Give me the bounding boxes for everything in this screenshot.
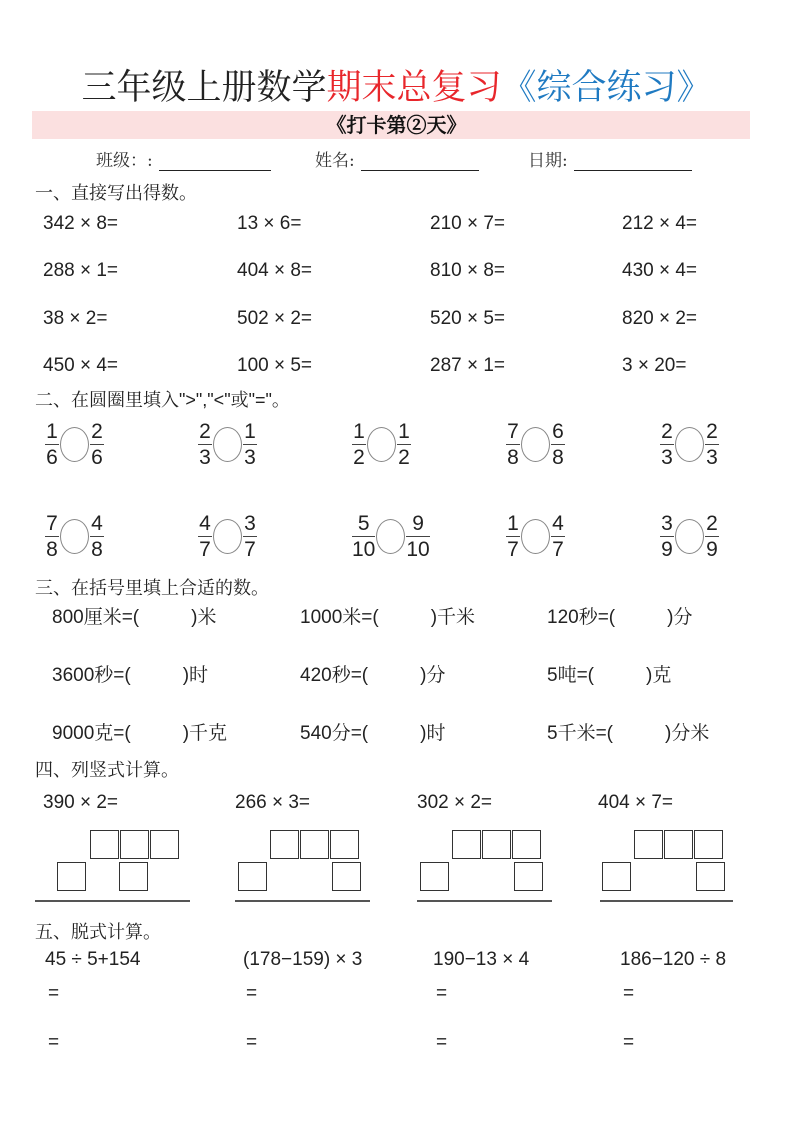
conversion-right: )时 bbox=[182, 665, 209, 686]
denominator: 7 bbox=[199, 538, 211, 561]
digit-box[interactable] bbox=[664, 830, 693, 859]
fraction bbox=[243, 420, 257, 469]
conversion-left: 5千米=( bbox=[547, 723, 613, 744]
fraction bbox=[45, 420, 59, 469]
fraction bbox=[551, 512, 565, 561]
digit-box[interactable] bbox=[696, 862, 725, 891]
unit-conversion bbox=[52, 606, 216, 630]
unit-conversion bbox=[52, 664, 208, 688]
answer-line bbox=[417, 900, 552, 902]
arithmetic-problem: 212 × 4= bbox=[622, 213, 698, 234]
denominator: 3 bbox=[661, 446, 673, 469]
numerator: 4 bbox=[91, 512, 103, 535]
name-field bbox=[315, 146, 479, 171]
numerator: 1 bbox=[507, 512, 519, 535]
denominator: 3 bbox=[199, 446, 211, 469]
fraction-bar bbox=[506, 444, 520, 445]
digit-box[interactable] bbox=[452, 830, 481, 859]
fraction-comparison bbox=[660, 420, 719, 469]
digit-box[interactable] bbox=[512, 830, 541, 859]
denominator: 7 bbox=[507, 538, 519, 561]
conversion-left: 800厘米=( bbox=[52, 607, 140, 628]
equals-step[interactable]: = bbox=[623, 983, 635, 1004]
date-label: 日期: bbox=[528, 151, 568, 171]
conversion-left: 120秒=( bbox=[547, 607, 616, 628]
arithmetic-problem: 520 × 5= bbox=[430, 308, 506, 329]
section-heading: 二、在圆圈里填入">","<"或"="。 bbox=[35, 390, 290, 410]
conversion-right: )克 bbox=[646, 665, 672, 686]
arithmetic-problem: 38 × 2= bbox=[43, 308, 108, 329]
fraction bbox=[90, 512, 104, 561]
conversion-left: 1000米=( bbox=[300, 607, 379, 628]
title-part2: 期末总复习 bbox=[326, 68, 502, 108]
conversion-right: )时 bbox=[420, 723, 446, 744]
arithmetic-problem: 287 × 1= bbox=[430, 355, 506, 376]
fraction bbox=[705, 512, 719, 561]
numerator: 1 bbox=[244, 420, 256, 443]
digit-box[interactable] bbox=[332, 862, 361, 891]
digit-box[interactable] bbox=[634, 830, 663, 859]
subtitle: 《打卡第②天》 bbox=[326, 113, 467, 137]
fraction-bar bbox=[705, 444, 719, 445]
date-blank[interactable] bbox=[574, 150, 692, 171]
numerator: 2 bbox=[91, 420, 103, 443]
fraction bbox=[506, 420, 520, 469]
digit-box[interactable] bbox=[694, 830, 723, 859]
comparison-circle[interactable] bbox=[60, 519, 89, 554]
class-blank[interactable] bbox=[159, 150, 271, 171]
denominator: 3 bbox=[244, 446, 256, 469]
denominator: 2 bbox=[398, 446, 410, 469]
arithmetic-problem: 342 × 8= bbox=[43, 213, 119, 234]
digit-box[interactable] bbox=[119, 862, 148, 891]
conversion-left: 3600秒=( bbox=[52, 665, 131, 686]
fraction bbox=[90, 420, 104, 469]
fraction-bar bbox=[243, 444, 257, 445]
unit-conversion bbox=[547, 722, 709, 746]
digit-box[interactable] bbox=[238, 862, 267, 891]
arithmetic-problem: 810 × 8= bbox=[430, 260, 506, 281]
numerator: 1 bbox=[46, 420, 58, 443]
equals-step[interactable]: = bbox=[436, 1032, 448, 1053]
fraction-comparison bbox=[45, 512, 104, 561]
numerator: 7 bbox=[46, 512, 58, 535]
numerator: 6 bbox=[552, 420, 564, 443]
numerator: 3 bbox=[661, 512, 673, 535]
denominator: 10 bbox=[352, 538, 376, 561]
conversion-left: 5吨=( bbox=[547, 665, 594, 686]
comparison-circle[interactable] bbox=[60, 427, 89, 462]
conversion-right: )分 bbox=[667, 607, 693, 628]
denominator: 10 bbox=[406, 538, 430, 561]
fraction-bar bbox=[352, 536, 375, 537]
fraction-bar bbox=[506, 536, 520, 537]
numerator: 2 bbox=[199, 420, 211, 443]
fraction-comparison bbox=[660, 512, 719, 561]
equals-step[interactable]: = bbox=[436, 983, 448, 1004]
fraction-comparison bbox=[45, 420, 104, 469]
unit-conversion bbox=[300, 722, 445, 746]
arithmetic-problem: 820 × 2= bbox=[622, 308, 698, 329]
arithmetic-problem: 450 × 4= bbox=[43, 355, 119, 376]
section-heading: 一、直接写出得数。 bbox=[35, 183, 197, 203]
fraction-bar bbox=[198, 444, 212, 445]
numerator: 1 bbox=[398, 420, 410, 443]
arithmetic-problem: 210 × 7= bbox=[430, 213, 506, 234]
fraction bbox=[551, 420, 565, 469]
comparison-circle[interactable] bbox=[675, 519, 704, 554]
fraction-bar bbox=[406, 536, 429, 537]
fraction-comparison bbox=[198, 512, 257, 561]
numerator: 2 bbox=[706, 512, 718, 535]
digit-box[interactable] bbox=[514, 862, 543, 891]
unit-conversion bbox=[547, 606, 692, 630]
numerator: 4 bbox=[199, 512, 211, 535]
equals-step[interactable]: = bbox=[623, 1032, 635, 1053]
denominator: 7 bbox=[244, 538, 256, 561]
digit-box[interactable] bbox=[482, 830, 511, 859]
vertical-calc-problem: 266 × 3= bbox=[235, 792, 311, 813]
comparison-circle[interactable] bbox=[367, 427, 396, 462]
denominator: 6 bbox=[46, 446, 58, 469]
fraction bbox=[506, 512, 520, 561]
equals-step[interactable]: = bbox=[246, 983, 258, 1004]
equals-step[interactable]: = bbox=[48, 983, 60, 1004]
answer-line bbox=[35, 900, 190, 902]
digit-box[interactable] bbox=[330, 830, 359, 859]
numerator: 1 bbox=[353, 420, 365, 443]
denominator: 8 bbox=[507, 446, 519, 469]
fraction bbox=[660, 512, 674, 561]
arithmetic-problem: 13 × 6= bbox=[237, 213, 302, 234]
unit-conversion bbox=[52, 722, 227, 746]
denominator: 8 bbox=[46, 538, 58, 561]
stepwise-problem: 190−13 × 4 bbox=[433, 949, 530, 970]
digit-box[interactable] bbox=[57, 862, 86, 891]
denominator: 9 bbox=[706, 538, 718, 561]
equals-step[interactable]: = bbox=[246, 1032, 258, 1053]
conversion-right: )千米 bbox=[430, 607, 476, 628]
fraction-bar bbox=[45, 536, 59, 537]
digit-box[interactable] bbox=[270, 830, 299, 859]
fraction-bar bbox=[660, 444, 674, 445]
numerator: 3 bbox=[244, 512, 256, 535]
arithmetic-problem: 3 × 20= bbox=[622, 355, 687, 376]
title-part1: 三年级上册数学 bbox=[81, 68, 327, 108]
digit-box[interactable] bbox=[90, 830, 119, 859]
digit-box[interactable] bbox=[420, 862, 449, 891]
equals-step[interactable]: = bbox=[48, 1032, 60, 1053]
numerator: 9 bbox=[412, 512, 424, 535]
fraction bbox=[705, 420, 719, 469]
fraction-comparison bbox=[352, 420, 411, 469]
fraction bbox=[352, 420, 366, 469]
fraction-bar bbox=[397, 444, 411, 445]
arithmetic-problem: 502 × 2= bbox=[237, 308, 313, 329]
page-title bbox=[0, 64, 793, 112]
conversion-left: 540分=( bbox=[300, 723, 369, 744]
comparison-circle[interactable] bbox=[521, 519, 550, 554]
fraction-comparison bbox=[506, 420, 565, 469]
numerator: 2 bbox=[661, 420, 673, 443]
numerator: 5 bbox=[357, 512, 370, 535]
arithmetic-problem: 288 × 1= bbox=[43, 260, 119, 281]
fraction bbox=[45, 512, 59, 561]
denominator: 3 bbox=[706, 446, 718, 469]
digit-box[interactable] bbox=[120, 830, 149, 859]
title-part3: 《综合练习》 bbox=[501, 68, 712, 108]
fraction-comparison bbox=[352, 512, 430, 561]
arithmetic-problem: 404 × 8= bbox=[237, 260, 313, 281]
denominator: 7 bbox=[552, 538, 564, 561]
comparison-circle[interactable] bbox=[521, 427, 550, 462]
fraction bbox=[660, 420, 674, 469]
arithmetic-problem: 100 × 5= bbox=[237, 355, 313, 376]
answer-line bbox=[235, 900, 370, 902]
class-label: 班级：: bbox=[96, 151, 153, 171]
fraction-bar bbox=[243, 536, 257, 537]
conversion-right: )米 bbox=[191, 607, 217, 628]
comparison-circle[interactable] bbox=[675, 427, 704, 462]
fraction-bar bbox=[551, 536, 565, 537]
conversion-right: )千克 bbox=[182, 723, 228, 744]
numerator: 4 bbox=[552, 512, 564, 535]
stepwise-problem: (178−159) × 3 bbox=[243, 949, 363, 970]
date-field bbox=[528, 146, 692, 171]
unit-conversion bbox=[547, 664, 671, 688]
fraction-bar bbox=[705, 536, 719, 537]
denominator: 8 bbox=[552, 446, 564, 469]
stepwise-problem: 45 ÷ 5+154 bbox=[45, 949, 141, 970]
section-heading: 四、列竖式计算。 bbox=[35, 760, 179, 780]
answer-line bbox=[600, 900, 733, 902]
fraction bbox=[243, 512, 257, 561]
name-label: 姓名: bbox=[315, 151, 355, 171]
vertical-calc-problem: 404 × 7= bbox=[598, 792, 674, 813]
class-field bbox=[96, 146, 271, 171]
fraction-comparison bbox=[198, 420, 257, 469]
conversion-left: 9000克=( bbox=[52, 723, 131, 744]
fraction bbox=[406, 512, 429, 561]
digit-box[interactable] bbox=[150, 830, 179, 859]
comparison-circle[interactable] bbox=[213, 519, 242, 554]
fraction-comparison bbox=[506, 512, 565, 561]
conversion-right: )分米 bbox=[665, 723, 710, 744]
fraction-bar bbox=[660, 536, 674, 537]
stepwise-problem: 186−120 ÷ 8 bbox=[620, 949, 727, 970]
fraction-bar bbox=[551, 444, 565, 445]
fraction-bar bbox=[90, 444, 104, 445]
numerator: 2 bbox=[706, 420, 718, 443]
section-heading: 五、脱式计算。 bbox=[35, 922, 161, 942]
fraction bbox=[198, 512, 212, 561]
comparison-circle[interactable] bbox=[213, 427, 242, 462]
denominator: 9 bbox=[661, 538, 673, 561]
denominator: 6 bbox=[91, 446, 103, 469]
conversion-right: )分 bbox=[420, 665, 446, 686]
unit-conversion bbox=[300, 664, 445, 688]
conversion-left: 420秒=( bbox=[300, 665, 369, 686]
fraction-bar bbox=[352, 444, 366, 445]
arithmetic-problem: 430 × 4= bbox=[622, 260, 698, 281]
digit-box[interactable] bbox=[602, 862, 631, 891]
fraction-bar bbox=[90, 536, 104, 537]
digit-box[interactable] bbox=[300, 830, 329, 859]
unit-conversion bbox=[300, 606, 475, 630]
denominator: 2 bbox=[353, 446, 365, 469]
name-blank[interactable] bbox=[361, 150, 479, 171]
vertical-calc-problem: 390 × 2= bbox=[43, 792, 119, 813]
denominator: 8 bbox=[91, 538, 103, 561]
comparison-circle[interactable] bbox=[376, 519, 405, 554]
fraction bbox=[198, 420, 212, 469]
fraction-bar bbox=[198, 536, 212, 537]
section-heading: 三、在括号里填上合适的数。 bbox=[35, 578, 269, 598]
fraction bbox=[397, 420, 411, 469]
numerator: 7 bbox=[507, 420, 519, 443]
vertical-calc-problem: 302 × 2= bbox=[417, 792, 493, 813]
fraction bbox=[352, 512, 375, 561]
fraction-bar bbox=[45, 444, 59, 445]
